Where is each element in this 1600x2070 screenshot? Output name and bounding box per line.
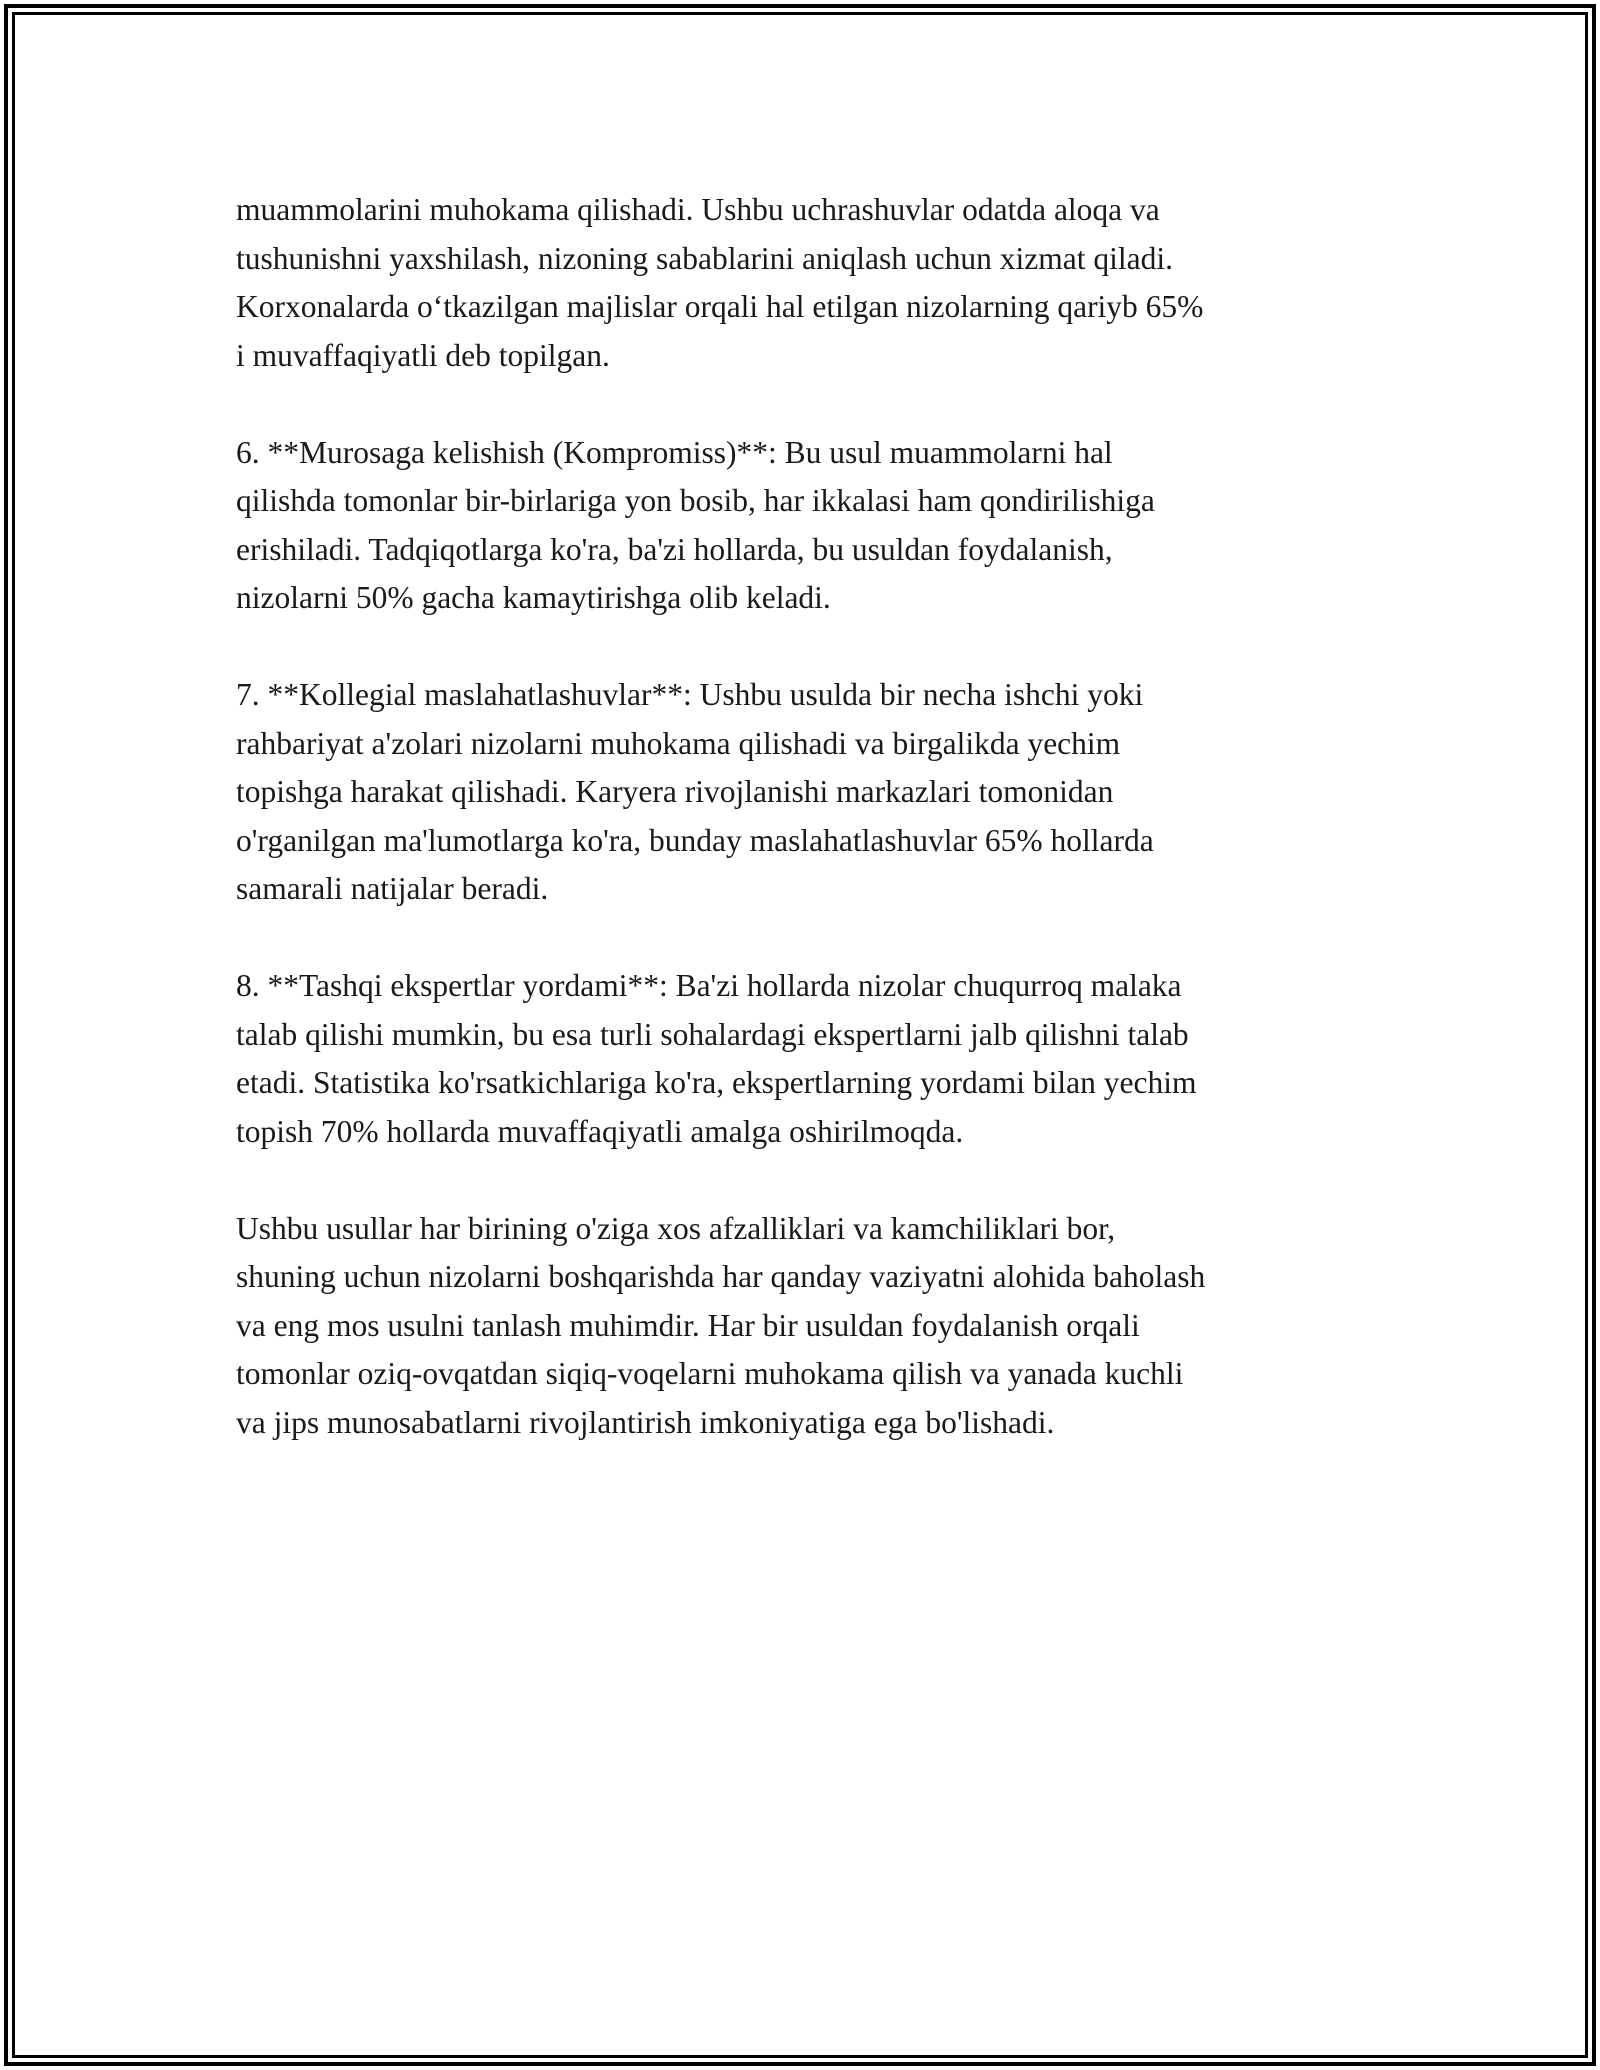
text-line: va jips munosabatlarni rivojlantirish imkoniyatiga ega bo'lishadi. [236, 1404, 1055, 1440]
text-line: va eng mos usulni tanlash muhimdir. Har bir usuldan foydalanish orqali [236, 1307, 1140, 1343]
text-line: tushunishni yaxshilash, nizoning sabablarini aniqlash uchun xizmat qiladi. [236, 240, 1173, 276]
paragraph-item-6 [236, 429, 1376, 623]
text-line: tomonlar oziq-ovqatdan siqiq-voqelarni muhokama qilish va yanada kuchli [236, 1356, 1184, 1391]
text-line: rahbariyat a'zolari nizolarni muhokama qilishadi va birgalikda yechim [236, 725, 1121, 761]
paragraph-intro-continuation [236, 186, 1376, 380]
document-body [236, 186, 1376, 1496]
paragraph-conclusion [236, 1205, 1376, 1448]
text-line: i muvaffaqiyatli deb topilgan. [236, 337, 610, 373]
text-line: 7. **Kollegial maslahatlashuvlar**: Ushbu usulda bir necha ishchi yoki [236, 677, 1144, 712]
text-line: shuning uchun nizolarni boshqarishda har qanday vaziyatni alohida baholash [236, 1259, 1206, 1294]
text-line: topish 70% hollarda muvaffaqiyatli amalga oshirilmoqda. [236, 1113, 964, 1149]
text-line: Korxonalarda o‘tkazilgan majlislar orqali hal etilgan nizolarning qariyb 65% [236, 289, 1204, 324]
text-line: etadi. Statistika ko'rsatkichlariga ko'ra, ekspertlarning yordami bilan yechim [236, 1065, 1197, 1100]
text-line: nizolarni 50% gacha kamaytirishga olib keladi. [236, 580, 831, 615]
text-line: qilishda tomonlar bir-birlariga yon bosib, har ikkalasi ham qondirilishiga [236, 483, 1155, 518]
text-line: muammolarini muhokama qilishadi. Ushbu uchrashuvlar odatda aloqa va [236, 192, 1160, 227]
paragraph-item-7 [236, 671, 1376, 914]
paragraph-item-8 [236, 962, 1376, 1156]
text-line: talab qilishi mumkin, bu esa turli sohalardagi ekspertlarni jalb qilishni talab [236, 1016, 1189, 1052]
text-line: 6. **Murosaga kelishish (Kompromiss)**: Bu usul muammolarni hal [236, 434, 1113, 470]
text-line: erishiladi. Tadqiqotlarga ko'ra, ba'zi hollarda, bu usuldan foydalanish, [236, 531, 1113, 567]
text-line: topishga harakat qilishadi. Karyera rivojlanishi markazlari tomonidan [236, 774, 1114, 809]
text-line: Ushbu usullar har birining o'ziga xos afzalliklari va kamchiliklari bor, [236, 1210, 1116, 1246]
text-line: samarali natijalar beradi. [236, 871, 549, 906]
text-line: o'rganilgan ma'lumotlarga ko'ra, bunday maslahatlashuvlar 65% hollarda [236, 822, 1154, 858]
text-line: 8. **Tashqi ekspertlar yordami**: Ba'zi hollarda nizolar chuqurroq malaka [236, 968, 1182, 1003]
